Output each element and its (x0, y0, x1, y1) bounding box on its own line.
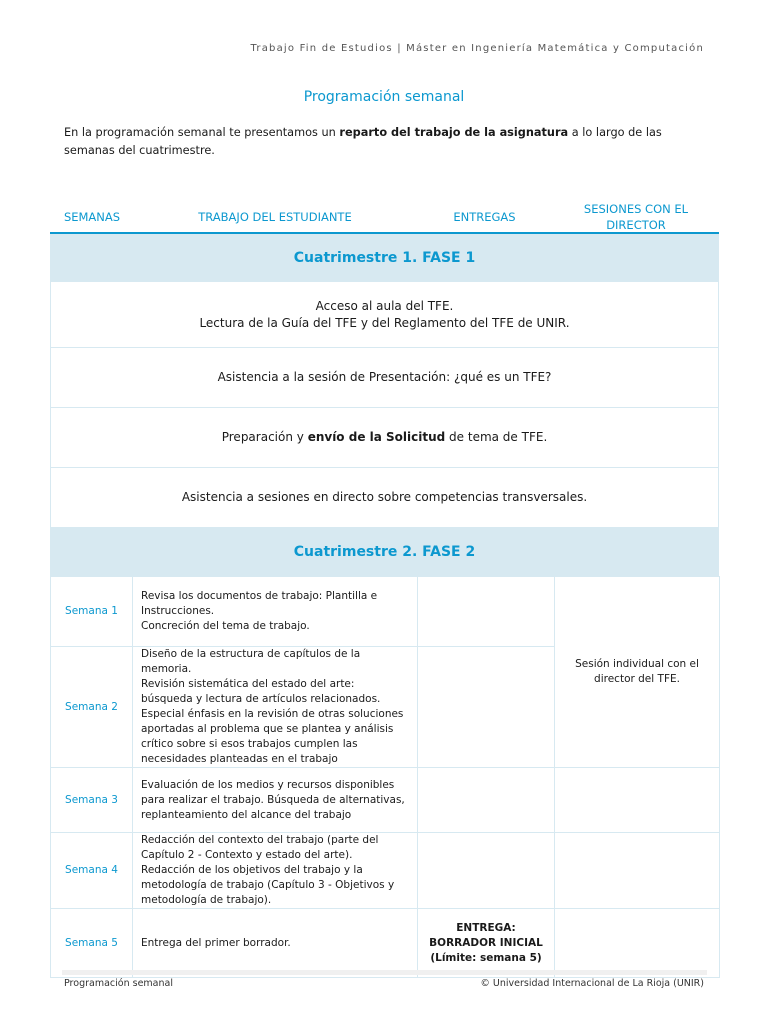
column-header-sesiones-line2: DIRECTOR (606, 218, 666, 232)
phase1-row-access-line1: Acceso al aula del TFE. (315, 298, 454, 313)
week-work (133, 909, 418, 978)
week-delivery (418, 909, 555, 978)
phase2-header: Cuatrimestre 2. FASE 2 (50, 528, 719, 576)
footer-rule (62, 970, 707, 975)
week2-work-line2: Revisión sistemática del estado del arte: búsqueda y lectura de artículos relacionados. (141, 678, 381, 705)
table-row-week4 (51, 833, 720, 909)
week-delivery (418, 647, 555, 768)
week1-work-line1: Revisa los documentos de trabajo: Plantilla e Instrucciones. (141, 590, 378, 617)
week2-work-line1: Diseño de la estructura de capítulos de la memoria. (141, 648, 361, 675)
session-cell: Sesión individual con el director del TFE. (555, 577, 720, 768)
week5-work-line1: Entrega del primer borrador. (141, 936, 291, 949)
week-session (555, 909, 720, 978)
week-session (555, 833, 720, 909)
phase1-row-solicitud (50, 408, 719, 468)
table-row-week3 (51, 768, 720, 833)
week-delivery (418, 768, 555, 833)
week1-work-line2: Concreción del tema de trabajo. (141, 620, 310, 632)
intro-text-end: a lo largo de las semanas del cuatrimestre. (64, 126, 662, 157)
solicitud-text-start: Preparación y (221, 430, 308, 444)
column-header-entregas: ENTREGAS (453, 210, 516, 224)
week-label: Semana 1 (51, 577, 133, 647)
running-header: Trabajo Fin de Estudios | Máster en Ingeniería Matemática y Computación (250, 43, 704, 54)
week-label: Semana 3 (51, 768, 133, 833)
column-header-semanas: SEMANAS (63, 210, 121, 224)
phase1-row-competencias: Asistencia a sesiones en directo sobre competencias transversales. (50, 468, 719, 528)
table-row-week1 (51, 577, 720, 647)
week-label: Semana 4 (51, 833, 133, 909)
intro-text-start: En la programación semanal te presentamos un (64, 126, 340, 139)
table-row-week5 (51, 909, 720, 978)
column-header-trabajo: TRABAJO DEL ESTUDIANTE (198, 210, 352, 224)
phase1-row-access (50, 282, 719, 348)
delivery-title: ENTREGA: BORRADOR INICIAL (429, 921, 543, 949)
solicitud-text-end: de tema de TFE. (445, 430, 548, 444)
footer-copyright: © Universidad Internacional de La Rioja (UNIR) (480, 978, 704, 989)
solicitud-text-bold: envío de la Solicitud (307, 430, 446, 444)
week-session (555, 768, 720, 833)
week4-work-line1: Redacción del contexto del trabajo (parte del Capítulo 2 - Contexto y estado del arte). (141, 834, 379, 861)
week-delivery (418, 577, 555, 647)
page-title: Programación semanal (303, 89, 465, 105)
phase1-row-access-line2: Lectura de la Guía del TFE y del Reglamento del TFE de UNIR. (199, 315, 570, 330)
week-work (133, 577, 418, 647)
week-label: Semana 2 (51, 647, 133, 768)
column-header-sesiones (553, 201, 719, 233)
week-work (133, 647, 418, 768)
week4-work-line2: Redacción de los objetivos del trabajo y la metodología de trabajo (Capítulo 3 - Objetivos y metodología de trabajo). (141, 864, 395, 906)
delivery-deadline: (Límite: semana 5) (430, 951, 542, 964)
week-work (133, 833, 418, 909)
week-work (133, 768, 418, 833)
week2-work-line3: Especial énfasis en la revisión de otras soluciones aportadas al problema que se plantea y análisis crítico sobre si esos trabajos cumplen las necesidades planteadas en el trabajo (141, 708, 404, 765)
week3-work-line1: Evaluación de los medios y recursos disponibles para realizar el trabajo. Búsqueda de alternativas, replanteamiento del alcance del trabajo (141, 778, 405, 821)
phase1-header: Cuatrimestre 1. FASE 1 (50, 234, 719, 282)
intro-text-bold: reparto del trabajo de la asignatura (339, 126, 569, 139)
phase1-row-presentation: Asistencia a la sesión de Presentación: ¿qué es un TFE? (50, 348, 719, 408)
week-label: Semana 5 (51, 909, 133, 978)
column-header-sesiones-line1: SESIONES CON EL (583, 202, 689, 216)
week-delivery (418, 833, 555, 909)
intro-paragraph (64, 124, 684, 160)
weekly-schedule-table (50, 576, 720, 978)
footer-section-title: Programación semanal (64, 978, 173, 989)
